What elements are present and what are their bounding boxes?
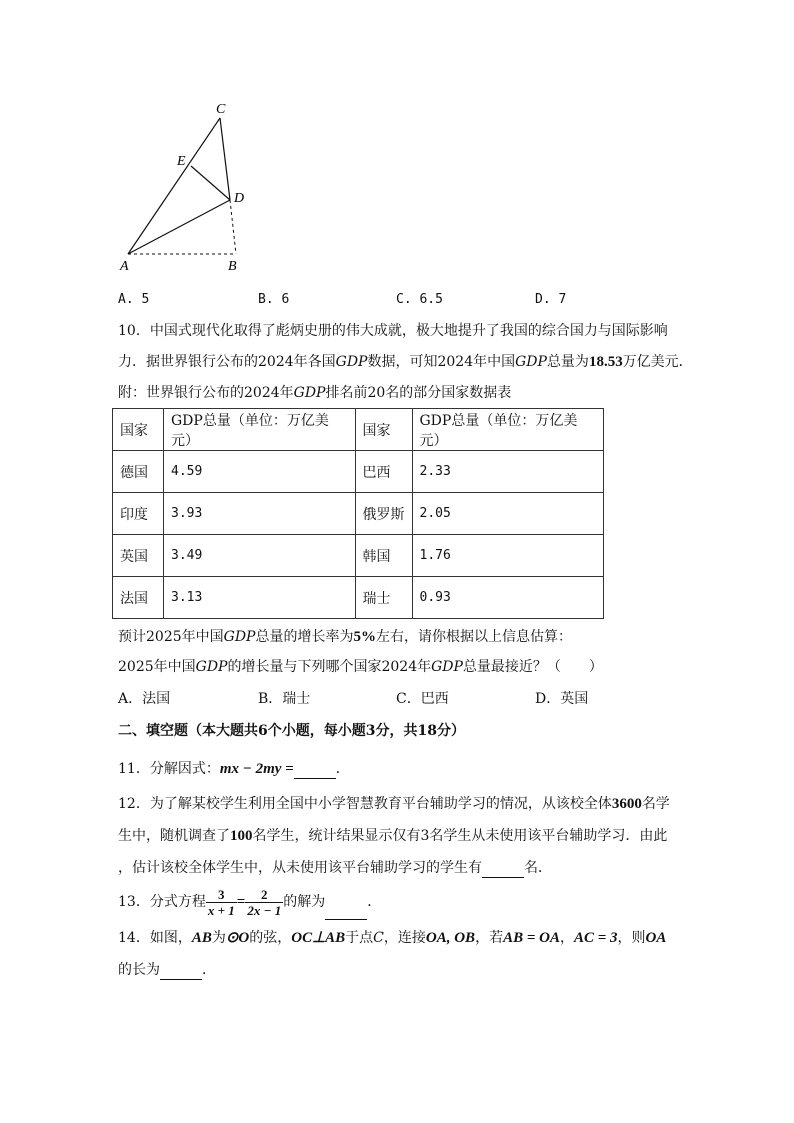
q14-t4: ，连接 bbox=[383, 930, 426, 946]
country-cell: 法国 bbox=[113, 577, 164, 619]
fraction-left-denominator: x + 1 bbox=[207, 902, 235, 918]
gdp-term: GDP bbox=[293, 385, 326, 401]
q10-option-d[interactable]: D．英国 bbox=[535, 691, 589, 707]
condition-ac: AC = 3 bbox=[573, 930, 618, 946]
q10-line2 bbox=[118, 352, 693, 372]
q12-line1 bbox=[118, 794, 670, 814]
q14-line2-text: 的长为 bbox=[118, 962, 160, 978]
q10-option-c[interactable]: C．巴西 bbox=[396, 691, 449, 707]
q13-line bbox=[118, 884, 381, 920]
q14-t5: ，若 bbox=[475, 930, 504, 946]
gdp-term: GDP bbox=[223, 629, 256, 645]
segment-oa: OA bbox=[645, 930, 667, 946]
gdp-cell: 3.13 bbox=[164, 577, 356, 619]
country-cell: 巴西 bbox=[355, 451, 412, 493]
q13-end: ． bbox=[367, 894, 382, 910]
gdp-cell: 0.93 bbox=[412, 577, 604, 619]
q10-option-a[interactable]: A．法国 bbox=[118, 691, 171, 707]
q10-line5-pre: 2025年中国 bbox=[118, 659, 196, 675]
gdp-cell: 2.33 bbox=[412, 451, 604, 493]
fraction-right-numerator: 2 bbox=[245, 887, 283, 903]
label-d: D bbox=[234, 191, 245, 206]
q10-line4-pre: 预计2025年中国 bbox=[118, 629, 224, 645]
q14-pre: 14．如图， bbox=[118, 930, 192, 946]
header-gdp: GDP总量（单位：万亿美元） bbox=[164, 409, 356, 451]
country-cell: 俄罗斯 bbox=[355, 493, 412, 535]
q10-line2-mid2: 总量为 bbox=[546, 354, 589, 370]
q10-line4 bbox=[118, 627, 572, 647]
table-row bbox=[113, 535, 604, 577]
q10-line4-post: 左右，请你根据以上信息估算： bbox=[375, 629, 572, 645]
label-c: C bbox=[216, 102, 226, 117]
q12-line3-text: ，估计该校全体学生中，从未使用该平台辅助学习的学生有 bbox=[118, 860, 482, 876]
fraction-right bbox=[245, 887, 283, 918]
answer-blank[interactable] bbox=[482, 863, 524, 878]
gdp-cell: 2.05 bbox=[412, 493, 604, 535]
label-a: A bbox=[120, 259, 129, 274]
answer-blank[interactable] bbox=[160, 965, 202, 980]
equals-sign: = bbox=[236, 894, 246, 910]
q9-option-d[interactable]: D. 7 bbox=[535, 292, 567, 307]
q11-post: ． bbox=[335, 761, 350, 777]
gdp-term: GDP bbox=[335, 354, 368, 370]
q12-line2-pre: 生中，随机调查了 bbox=[118, 828, 230, 844]
circle-o: ⊙O bbox=[225, 930, 250, 946]
q12-line2 bbox=[118, 826, 667, 846]
table-row bbox=[113, 493, 604, 535]
header-country: 国家 bbox=[113, 409, 164, 451]
country-cell: 瑞士 bbox=[355, 577, 412, 619]
country-cell: 印度 bbox=[113, 493, 164, 535]
china-gdp-value: 18.53 bbox=[588, 354, 623, 370]
sample-size: 100 bbox=[230, 828, 253, 844]
q10-line2-post: 万亿美元． bbox=[622, 354, 693, 370]
q10-line4-mid: 总量的增长率为 bbox=[255, 629, 354, 645]
q10-line1: 10．中国式现代化取得了彪炳史册的伟大成就，极大地提升了我国的综合国力与国际影响 bbox=[118, 323, 668, 339]
q12-line3 bbox=[118, 858, 552, 878]
gdp-cell: 1.76 bbox=[412, 535, 604, 577]
q13-pre: 13．分式方程 bbox=[118, 894, 206, 910]
label-e: E bbox=[177, 154, 186, 169]
q14-t1: 为 bbox=[211, 930, 226, 946]
section-heading: 二、填空题（本大题共6个小题，每小题3分，共18分） bbox=[118, 723, 465, 739]
segment-ac bbox=[128, 118, 220, 254]
q14-line2 bbox=[118, 960, 216, 980]
segment-ed bbox=[191, 166, 230, 200]
header-gdp: GDP总量（单位：万亿美元） bbox=[412, 409, 604, 451]
q10-line3-post: 排名前20名的部分国家数据表 bbox=[325, 385, 512, 401]
gdp-term: GDP bbox=[515, 354, 547, 370]
table-header-row bbox=[113, 409, 604, 451]
q10-option-b[interactable]: B．瑞士 bbox=[258, 691, 311, 707]
q12-line3-post: 名． bbox=[524, 860, 552, 876]
q12-line1-pre: 12．为了解某校学生利用全国中小学智慧教育平台辅助学习的情况，从该校全体 bbox=[118, 796, 612, 812]
label-b: B bbox=[228, 259, 237, 274]
q10-line3-pre: 附：世界银行公布的2024年 bbox=[118, 385, 294, 401]
q9-option-b[interactable]: B. 6 bbox=[258, 292, 290, 307]
q13-post: 的解为 bbox=[283, 894, 326, 910]
triangle-figure bbox=[108, 100, 258, 280]
segment-cd bbox=[220, 118, 230, 200]
q11-pre: 11．分解因式： bbox=[118, 761, 220, 777]
q9-option-a[interactable]: A. 5 bbox=[118, 292, 150, 307]
segment-db-dashed bbox=[230, 200, 236, 254]
gdp-term: GDP bbox=[431, 659, 463, 675]
fraction-left bbox=[206, 887, 237, 918]
gdp-cell: 4.59 bbox=[164, 451, 356, 493]
q12-line2-post: 名学生，统计结果显示仅有3名学生从未使用该平台辅助学习．由此 bbox=[252, 828, 668, 844]
q10-line5 bbox=[118, 657, 603, 677]
chord-ab: AB bbox=[191, 930, 212, 946]
q10-line2-pre: 力．据世界银行公布的2024年各国 bbox=[118, 354, 336, 370]
answer-blank[interactable] bbox=[294, 764, 336, 779]
gdp-cell: 3.49 bbox=[164, 535, 356, 577]
country-cell: 德国 bbox=[113, 451, 164, 493]
segment-ad bbox=[128, 200, 230, 254]
q9-option-c[interactable]: C. 6.5 bbox=[396, 292, 443, 307]
q10-line5-mid: 的增长量与下列哪个国家2024年 bbox=[227, 659, 432, 675]
gdp-cell: 3.93 bbox=[164, 493, 356, 535]
q14-t2: 的弦， bbox=[249, 930, 292, 946]
q11-expression: mx − 2my = bbox=[219, 761, 294, 777]
condition-ab-oa: AB = OA bbox=[503, 930, 560, 946]
answer-blank[interactable] bbox=[325, 905, 367, 920]
q14-line1 bbox=[118, 928, 666, 948]
q10-line5-post: 总量最接近？（ ） bbox=[462, 659, 603, 675]
total-students: 3600 bbox=[611, 796, 642, 812]
q14-end: ． bbox=[202, 962, 216, 978]
table-row bbox=[113, 451, 604, 493]
fraction-left-numerator: 3 bbox=[206, 887, 237, 903]
gdp-term: GDP bbox=[195, 659, 228, 675]
q14-t7: ，则 bbox=[617, 930, 646, 946]
table-row bbox=[113, 577, 604, 619]
country-cell: 英国 bbox=[113, 535, 164, 577]
segments-oa-ob: OA, OB bbox=[425, 930, 476, 946]
q12-line1-post: 名学 bbox=[641, 796, 670, 812]
fraction-right-denominator: 2x − 1 bbox=[247, 902, 282, 918]
q14-t6: ， bbox=[559, 930, 574, 946]
q14-t3: 于点 bbox=[345, 930, 374, 946]
header-country: 国家 bbox=[355, 409, 412, 451]
q10-line2-mid: 数据，可知2024年中国 bbox=[367, 354, 516, 370]
q10-line3 bbox=[118, 383, 511, 403]
q11-line bbox=[118, 759, 350, 779]
point-c: C bbox=[373, 930, 384, 946]
growth-rate: 5% bbox=[353, 629, 376, 645]
perpendicular: OC⊥AB bbox=[291, 930, 346, 946]
country-cell: 韩国 bbox=[355, 535, 412, 577]
gdp-table bbox=[112, 408, 604, 619]
